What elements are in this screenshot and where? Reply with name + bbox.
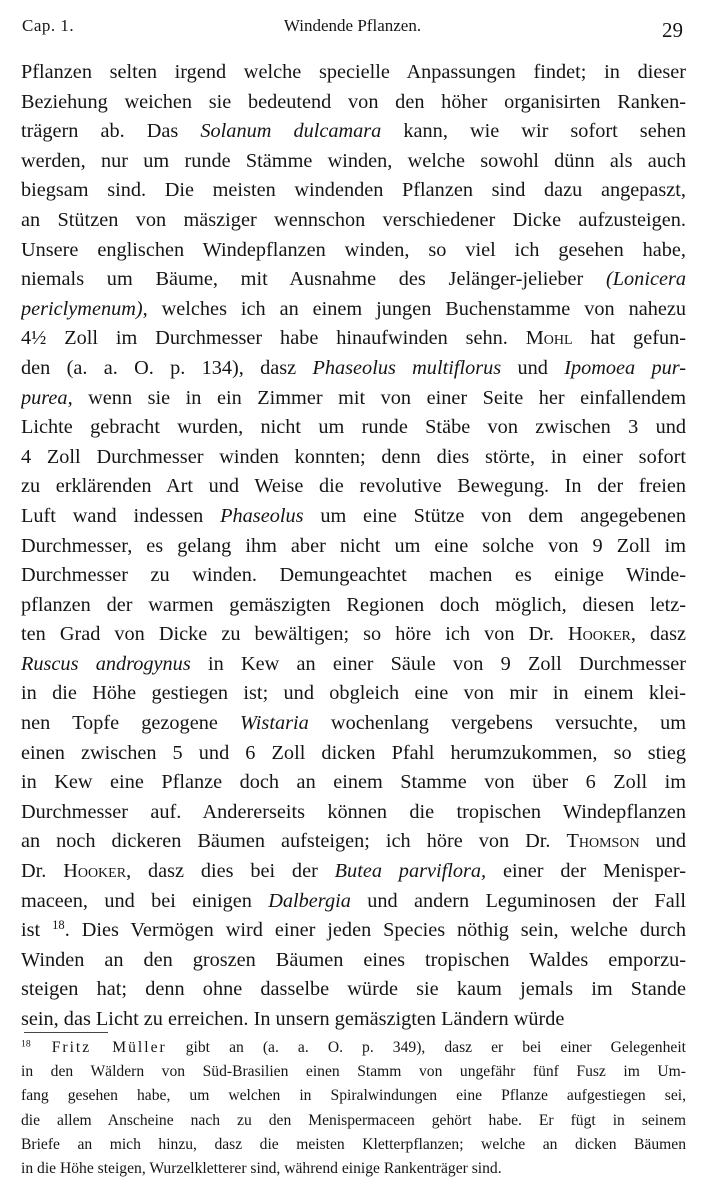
body-text: [21, 58, 686, 1035]
text-line: nen Topfe gezogene Wistaria wochenlang vergebens versuchte, um: [21, 712, 686, 735]
text-line: einen zwischen 5 und 6 Zoll dicken Pfahl herumzukommen, so stieg: [21, 741, 686, 764]
footnote-number: 18: [21, 1038, 31, 1050]
running-header: [22, 16, 683, 46]
text-line: Durchmesser zu winden. Demungeachtet machen es einige Winde-: [21, 564, 686, 587]
footnote-line: $^{18}$ Fritz Müller gibt an (a. a. O. p. 349), dasz er bei einer Gelegenheit: [21, 1038, 686, 1056]
text-line: Lichte gebracht wurden, nicht um runde Stäbe von zwischen 3 und: [21, 416, 686, 439]
text-line: an noch dickeren Bäumen aufsteigen; ich höre von Dr. Thomson und: [21, 830, 686, 853]
author-name: Fritz Müller: [30, 1039, 167, 1056]
footnote-rule: [24, 1032, 108, 1033]
species-name: periclymenum): [21, 297, 143, 320]
text-line: in Kew eine Pflanze doch an einem Stamme von über 6 Zoll im: [21, 771, 686, 794]
text-line: Unsere englischen Windepflanzen winden, so viel ich gesehen habe,: [21, 238, 686, 261]
species-name: purea,: [21, 386, 73, 409]
page-number: 29: [662, 18, 683, 42]
species-name: Butea parviflora,: [334, 860, 487, 883]
text-line: zu erklärenden Art und Weise die revolutive Bewegung. In der freien: [21, 475, 686, 498]
text-line: Pflanzen selten irgend welche specielle Anpassungen findet; in dieser: [21, 61, 686, 83]
text-line: Dr. Hooker, dasz dies bei der Butea parviflora, einer der Menisper-: [21, 860, 686, 883]
text-line: 4½ Zoll im Durchmesser habe hinaufwinden sehn. Mohl hat gefun-: [21, 327, 686, 350]
text-line: Durchmesser, es gelang ihm aber nicht um eine solche von 9 Zoll im: [21, 534, 686, 557]
text-line: niemals um Bäume, mit Ausnahme des Jelänger-jelieber (Lonicera: [21, 268, 686, 291]
text-line: maceen, und bei einigen Dalbergia und andern Leguminosen der Fall: [21, 889, 686, 912]
species-name: Phaseolus: [220, 504, 304, 527]
text-line: in die Höhe gestiegen ist; und obgleich eine von mir in einem klei-: [21, 682, 686, 705]
footnote-line: Briefe an mich hinzu, dasz die meisten Kletterpflanzen; welche an dicken Bäumen: [21, 1135, 686, 1153]
species-name: Solanum dulcamara: [200, 120, 382, 143]
text-line: den (a. a. O. p. 134), dasz Phaseolus multiflorus und Ipomoea pur-: [21, 356, 686, 379]
author-name: Hooker: [567, 623, 631, 646]
text-line: Luft wand indessen Phaseolus um eine Stütze von dem angegebenen: [21, 504, 686, 527]
text-line: pflanzen der warmen gemäszigten Regionen doch möglich, diesen letz-: [21, 593, 686, 616]
text-line: biegsam sind. Die meisten windenden Pflanzen sind dazu angepaszt,: [21, 179, 686, 202]
text-line: ist $^{18}$. Dies Vermögen wird einer jeden Species nöthig sein, welche durch: [21, 918, 686, 942]
text-line: Winden an den groszen Bäumen eines tropischen Waldes emporzu-: [21, 948, 686, 971]
text-line: trägern ab. Das Solanum dulcamara kann, wie wir sofort sehen: [21, 120, 686, 143]
text-line: Durchmesser auf. Andererseits können die tropischen Windepflanzen: [21, 800, 686, 823]
footnote-line: in den Wäldern von Süd-Brasilien einen Stamm von ungefähr fünf Fusz im Um-: [21, 1063, 686, 1081]
species-name: Phaseolus multiflorus: [312, 356, 502, 379]
text-line: werden, nur um runde Stämme winden, welche sowohl dünn als auch: [21, 149, 686, 172]
author-name: Thomson: [566, 830, 640, 853]
footnote-line: in die Höhe steigen, Wurzelkletterer sind, während einige Rankenträger sind.: [21, 1159, 502, 1177]
text-line: 4 Zoll Durchmesser winden konnten; denn dies störte, in einer sofort: [21, 445, 686, 468]
footnote-line: die allem Anscheine nach zu den Menispermaceen gehört habe. Er fügt in seinem: [21, 1111, 686, 1129]
species-name: Ruscus androgynus: [21, 652, 191, 675]
text-line: an Stützen von mäsziger wennschon verschiedener Dicke aufzusteigen.: [21, 208, 686, 231]
species-name: Ipomoea pur-: [564, 356, 686, 379]
text-line: periclymenum), welches ich an einem jungen Buchenstamme von nahezu: [21, 297, 686, 320]
footnote-marker[interactable]: 18: [52, 918, 65, 933]
text-line: purea, wenn sie in ein Zimmer mit von einer Seite her einfallendem: [21, 386, 686, 409]
footnote-line: fang gesehen habe, um welchen in Spiralwindungen eine Pflanze aufgestiegen sei,: [21, 1087, 686, 1105]
text-line: ten Grad von Dicke zu bewältigen; so höre ich von Dr. Hooker, dasz: [21, 623, 686, 646]
text-line: Ruscus androgynus in Kew an einer Säule von 9 Zoll Durchmesser: [21, 652, 686, 675]
footnote: [21, 1036, 686, 1181]
text-line: sein, das Licht zu erreichen. In unsern gemäszigten Ländern würde: [21, 1008, 565, 1030]
species-name: Wistaria: [240, 712, 309, 735]
running-title: Windende Pflanzen.: [283, 16, 422, 35]
text-line: Beziehung weichen sie bedeutend von den höher organisirten Ranken-: [21, 90, 686, 113]
species-name: (Lonicera: [606, 268, 686, 291]
author-name: Mohl: [525, 327, 573, 350]
text-line: steigen hat; denn ohne dasselbe würde sie kaum jemals im Stande: [21, 978, 686, 1001]
species-name: Dalbergia: [268, 889, 351, 912]
author-name: Hooker: [63, 860, 127, 883]
chapter-label: Cap. 1.: [22, 16, 75, 35]
